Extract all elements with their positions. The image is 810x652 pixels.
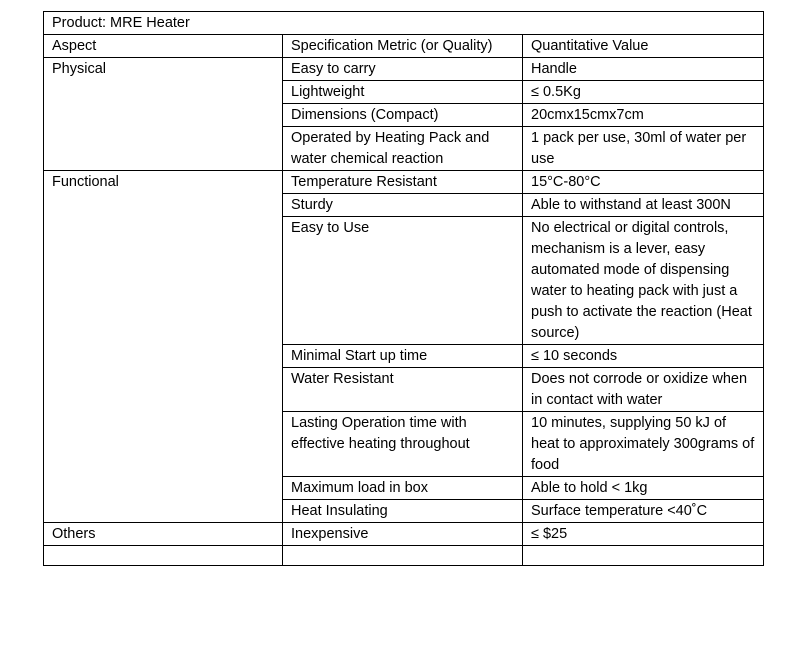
metric-cell: Water Resistant <box>283 368 523 412</box>
blank-row <box>44 546 764 566</box>
empty-cell <box>44 546 283 566</box>
aspect-physical: Physical <box>44 58 283 171</box>
metric-cell: Dimensions (Compact) <box>283 104 523 127</box>
metric-cell: Heat Insulating <box>283 500 523 523</box>
value-cell: Does not corrode or oxidize when in contact with water <box>523 368 764 412</box>
aspect-functional: Functional <box>44 171 283 523</box>
metric-cell: Easy to carry <box>283 58 523 81</box>
value-cell: ≤ $25 <box>523 523 764 546</box>
metric-cell: Inexpensive <box>283 523 523 546</box>
metric-cell: Lightweight <box>283 81 523 104</box>
metric-cell: Lasting Operation time with effective heating throughout <box>283 412 523 477</box>
value-cell: 1 pack per use, 30ml of water per use <box>523 127 764 171</box>
value-cell: ≤ 0.5Kg <box>523 81 764 104</box>
empty-cell <box>523 546 764 566</box>
metric-cell: Maximum load in box <box>283 477 523 500</box>
title-row <box>44 12 764 35</box>
metric-cell: Operated by Heating Pack and water chemical reaction <box>283 127 523 171</box>
value-cell: ≤ 10 seconds <box>523 345 764 368</box>
value-cell: Able to hold < 1kg <box>523 477 764 500</box>
metric-cell: Sturdy <box>283 194 523 217</box>
empty-cell <box>283 546 523 566</box>
table-row <box>44 523 764 546</box>
value-cell: Able to withstand at least 300N <box>523 194 764 217</box>
value-cell: Surface temperature <40˚C <box>523 500 764 523</box>
value-cell: 20cmx15cmx7cm <box>523 104 764 127</box>
product-title: Product: MRE Heater <box>44 12 764 35</box>
metric-cell: Easy to Use <box>283 217 523 345</box>
value-cell: No electrical or digital controls, mechanism is a lever, easy automated mode of dispensing water to heating pack with just a push to activate the reaction (Heat source) <box>523 217 764 345</box>
metric-cell: Minimal Start up time <box>283 345 523 368</box>
value-cell: 10 minutes, supplying 50 kJ of heat to approximately 300grams of food <box>523 412 764 477</box>
aspect-others: Others <box>44 523 283 546</box>
header-aspect: Aspect <box>44 35 283 58</box>
value-cell: Handle <box>523 58 764 81</box>
header-metric: Specification Metric (or Quality) <box>283 35 523 58</box>
table-row <box>44 171 764 194</box>
specification-table <box>43 11 764 566</box>
value-cell: 15°C-80°C <box>523 171 764 194</box>
table-row <box>44 58 764 81</box>
header-row <box>44 35 764 58</box>
header-value: Quantitative Value <box>523 35 764 58</box>
metric-cell: Temperature Resistant <box>283 171 523 194</box>
